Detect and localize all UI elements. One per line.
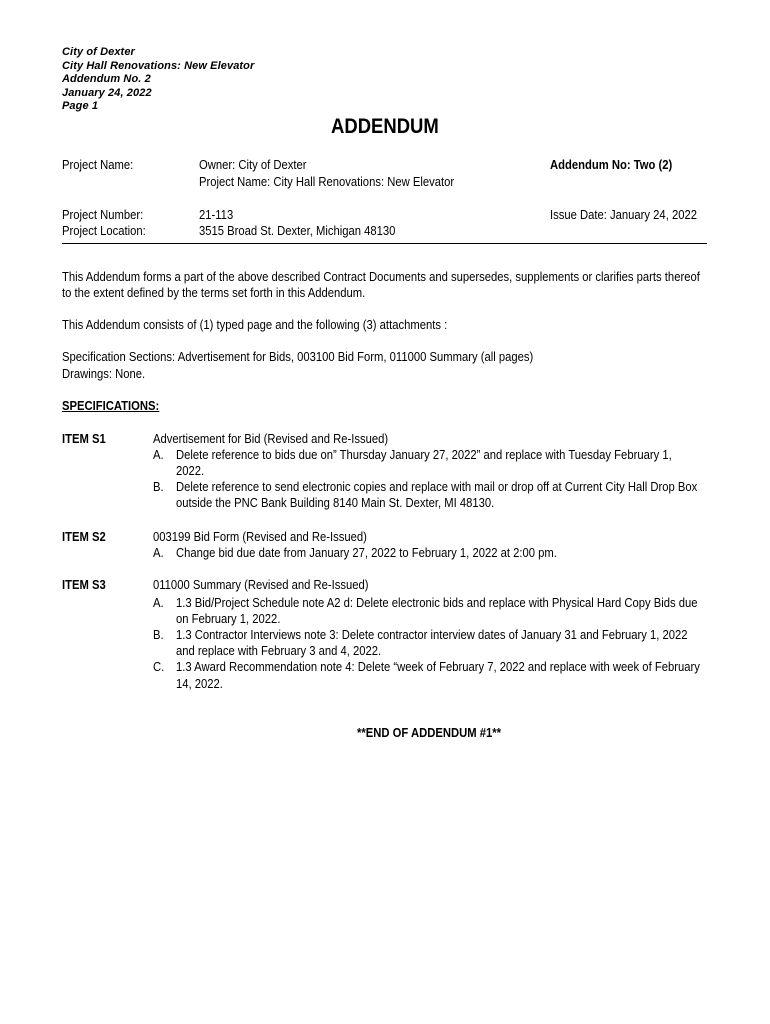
header-line-date: January 24, 2022	[62, 86, 152, 99]
item-s1-a-line-1: Delete reference to bids due on” Thursday January 27, 2022” and replace with Tuesday February 1,	[176, 448, 672, 462]
item-s3-c-line-2: 14, 2022.	[176, 677, 223, 691]
item-s2-title: 003199 Bid Form (Revised and Re-Issued)	[153, 530, 367, 544]
item-s3-a-marker: A.	[153, 596, 164, 610]
attachments-paragraph: This Addendum consists of (1) typed page and the following (3) attachments :	[62, 318, 448, 332]
project-number-label: Project Number:	[62, 208, 144, 222]
header-line-project: City Hall Renovations: New Elevator	[62, 59, 255, 72]
header-line-addendum: Addendum No. 2	[62, 73, 151, 85]
specifications-heading: SPECIFICATIONS:	[62, 399, 160, 413]
item-s2-label: ITEM S2	[62, 530, 106, 544]
intro-paragraph-line-1: This Addendum forms a part of the above described Contract Documents and supersedes, supplements or clarifies parts thereof	[62, 270, 700, 284]
item-s2-a-marker: A.	[153, 546, 164, 560]
specification-sections: Specification Sections: Advertisement for Bids, 003100 Bid Form, 011000 Summary (all pages)	[62, 350, 534, 364]
item-s3-title: 011000 Summary (Revised and Re-Issued)	[153, 578, 369, 592]
item-s3-b-line-2: and replace with February 3 and 4, 2022.	[176, 644, 382, 658]
project-name-value: Project Name: City Hall Renovations: New Elevator	[199, 175, 455, 189]
item-s1-b-marker: B.	[153, 480, 164, 494]
header-divider	[62, 243, 707, 244]
item-s3-a-line-2: on February 1, 2022.	[176, 612, 281, 626]
end-of-addendum: **END OF ADDENDUM #1**	[357, 726, 501, 740]
item-s1-b-line-1: Delete reference to send electronic copies and replace with mail or drop off at Current City Hall Drop Box	[176, 480, 698, 494]
project-number-value: 21-113	[199, 208, 234, 222]
item-s1-a-marker: A.	[153, 448, 164, 462]
addendum-number: Addendum No: Two (2)	[550, 158, 673, 172]
item-s3-label: ITEM S3	[62, 578, 106, 592]
document-title: ADDENDUM	[331, 115, 439, 138]
project-name-label: Project Name:	[62, 158, 134, 172]
item-s1-title: Advertisement for Bid (Revised and Re-Issued)	[153, 432, 389, 446]
project-location-label: Project Location:	[62, 224, 146, 238]
owner-value: Owner: City of Dexter	[199, 158, 307, 172]
item-s1-a-line-2: 2022.	[176, 464, 205, 478]
item-s2-a-line-1: Change bid due date from January 27, 2022 to February 1, 2022 at 2:00 pm.	[176, 546, 557, 560]
project-location-value: 3515 Broad St. Dexter, Michigan 48130	[199, 224, 396, 238]
header-line-page: Page 1	[62, 100, 99, 112]
item-s3-a-line-1: 1.3 Bid/Project Schedule note A2 d: Delete electronic bids and replace with Physical Hard Copy Bids due	[176, 596, 698, 610]
item-s1-label: ITEM S1	[62, 432, 106, 446]
item-s1-b-line-2: outside the PNC Bank Building 8140 Main St. Dexter, MI 48130.	[176, 496, 495, 510]
item-s3-b-line-1: 1.3 Contractor Interviews note 3: Delete contractor interview dates of January 31 and February 1, 2022	[176, 628, 688, 642]
item-s3-b-marker: B.	[153, 628, 164, 642]
item-s3-c-line-1: 1.3 Award Recommendation note 4: Delete “week of February 7, 2022 and replace with week of February	[176, 660, 700, 674]
item-s3-c-marker: C.	[153, 660, 165, 674]
header-line-city: City of Dexter	[62, 46, 135, 58]
issue-date: Issue Date: January 24, 2022	[550, 208, 697, 222]
intro-paragraph-line-2: to the extent defined by the terms set forth in this Addendum.	[62, 286, 366, 300]
drawings: Drawings: None.	[62, 367, 146, 381]
